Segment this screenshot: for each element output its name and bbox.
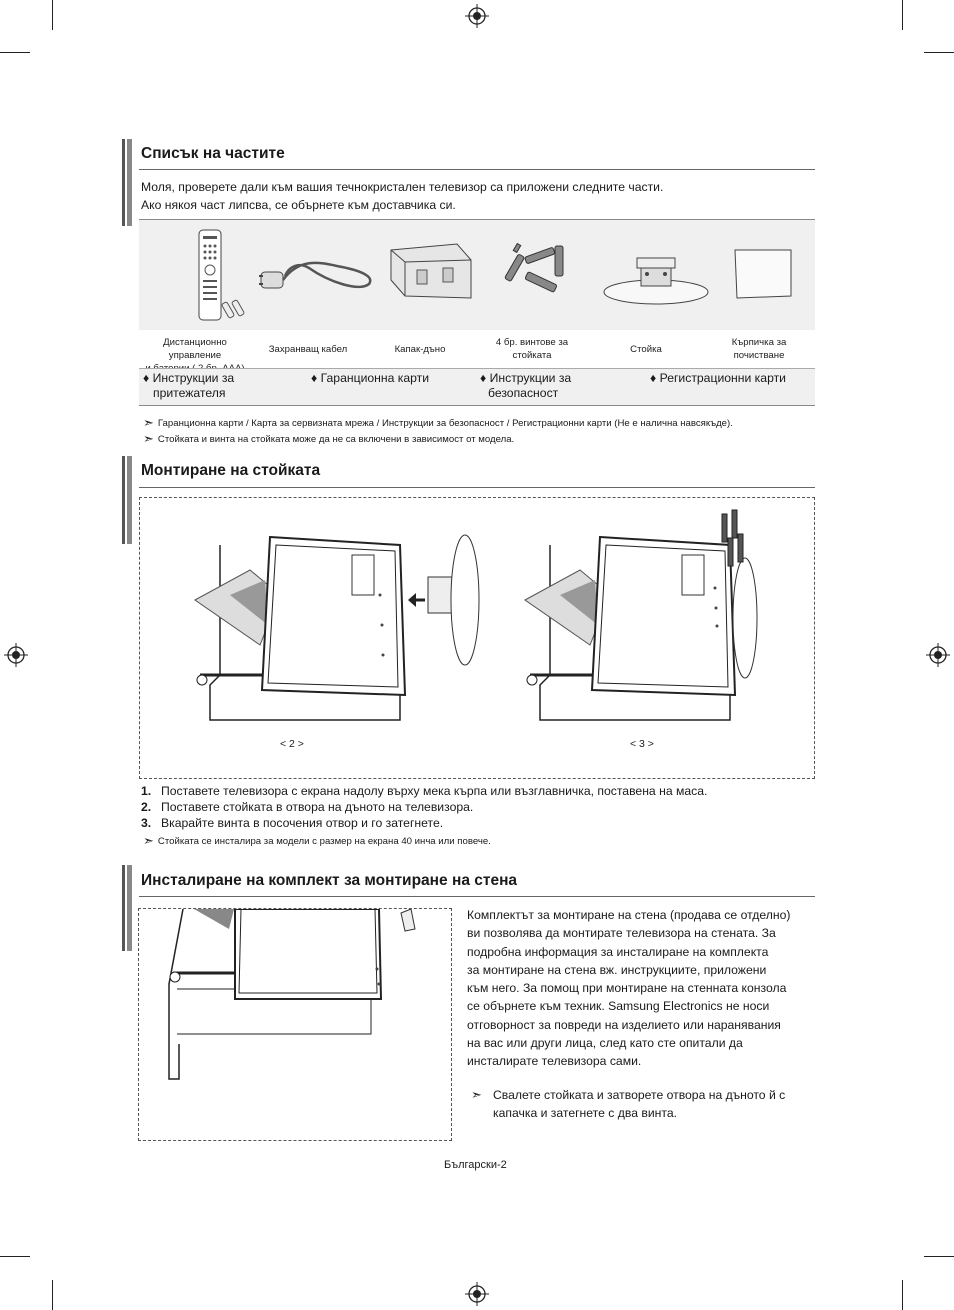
note: ➣ Гаранционна карти / Карта за сервизната мрежа / Инструкции за безопасност / Регистрационни карти (Не е налична навсякъде).	[143, 415, 733, 430]
crop-mark	[52, 0, 53, 30]
crop-mark	[0, 52, 30, 53]
note-arrow-icon: ➣	[143, 431, 154, 446]
part-caption: Захранващ кабел	[268, 344, 348, 355]
tv-stand-screw-illustration	[520, 508, 780, 723]
screws-icon	[495, 238, 581, 308]
part-caption: Стойка	[630, 344, 662, 355]
figure-label: < 3 >	[630, 738, 654, 750]
section-marker	[122, 139, 132, 226]
section-marker	[122, 865, 132, 951]
part-caption: Капак-дъно	[394, 344, 446, 355]
section-marker	[122, 456, 132, 544]
crop-mark	[902, 0, 903, 30]
document-item: ♦ Инструкции за безопасност	[480, 371, 572, 400]
bullet-icon: ♦	[480, 371, 487, 385]
part-caption: Дистанционно управление	[163, 337, 227, 361]
section-title-parts: Списък на частите	[141, 145, 285, 162]
registration-mark-icon	[4, 643, 28, 667]
wall-mount-illustration	[139, 909, 449, 1138]
bullet-icon: ♦	[311, 371, 318, 385]
remote-control-icon	[191, 228, 251, 322]
document-item: ♦ Регистрационни карти	[650, 371, 786, 385]
registration-mark-icon	[465, 1282, 489, 1306]
intro-text: Моля, проверете дали към вашия течнокристален телевизор са приложени следните части. Ако някоя част липсва, се обърнете към доставчика си.	[141, 180, 664, 212]
power-cord-icon	[259, 248, 379, 298]
crop-mark	[924, 1256, 954, 1257]
note: ➣ Стойката и винта на стойката може да не са включени в зависимост от модела.	[143, 431, 515, 446]
section-rule	[139, 896, 815, 897]
crop-mark	[0, 1256, 30, 1257]
document-item: ♦ Гаранционна карти	[311, 371, 430, 385]
document-item: ♦ Инструкции за притежателя	[143, 371, 235, 400]
stand-icon	[601, 250, 711, 306]
crop-mark	[902, 1280, 903, 1310]
section-title-stand: Монтиране на стойката	[141, 462, 321, 479]
section-title-wall-mount: Инсталиране на комплект за монтиране на стена	[141, 872, 518, 889]
section-rule	[139, 487, 815, 488]
bullet-icon: ♦	[650, 371, 657, 385]
cleaning-cloth-icon	[729, 246, 799, 302]
step-item: 2. Поставете стойката в отвора на дъното на телевизора.	[141, 800, 474, 814]
part-caption: 4 бр. винтове за стойката	[495, 337, 569, 361]
crop-mark	[52, 1280, 53, 1310]
part-caption: Кърпичка за почистване	[731, 337, 787, 361]
section-rule	[139, 169, 815, 170]
registration-mark-icon	[465, 4, 489, 28]
registration-mark-icon	[926, 643, 950, 667]
documents-list	[139, 368, 815, 406]
step-item: 1. Поставете телевизора с екрана надолу върху мека кърпа или възглавничка, поставена на маса.	[141, 784, 708, 798]
note-arrow-icon: ➣	[143, 833, 154, 848]
figure-label: < 2 >	[280, 738, 304, 750]
note-arrow-icon: ➣	[471, 1087, 482, 1102]
wall-mount-description: Комплектът за монтиране на стена (продава се отделно) ви позволява да монтирате телевизора на стената. За подробна информация за инсталиране на комплекта за монтиране на стена вж. инструкциите, приложени към него. За помощ при монтиране на стенната конзола се обърнете към техник. Samsung Electronics не носи отговорност за повреди на изделието или наранявания на вас или други лица, след като сте опитали да инсталирате телевизора сами.	[467, 908, 791, 1069]
note: ➣ Стойката се инсталира за модели с размер на екрана 40 инча или повече.	[143, 833, 491, 848]
bottom-cover-icon	[387, 240, 477, 302]
bullet-icon: ♦	[143, 371, 150, 385]
wall-mount-note: ➣ Свалете стойката и затворете отвора на дъното й с капачка и затегнете с два винта.	[471, 1087, 786, 1121]
note-arrow-icon: ➣	[143, 415, 154, 430]
crop-mark	[924, 52, 954, 53]
step-item: 3. Вкарайте винта в посочения отвор и го затегнете.	[141, 816, 444, 830]
tv-stand-insert-illustration	[190, 525, 490, 725]
parts-image-panel	[139, 219, 815, 330]
page-number: Български-2	[444, 1159, 507, 1171]
